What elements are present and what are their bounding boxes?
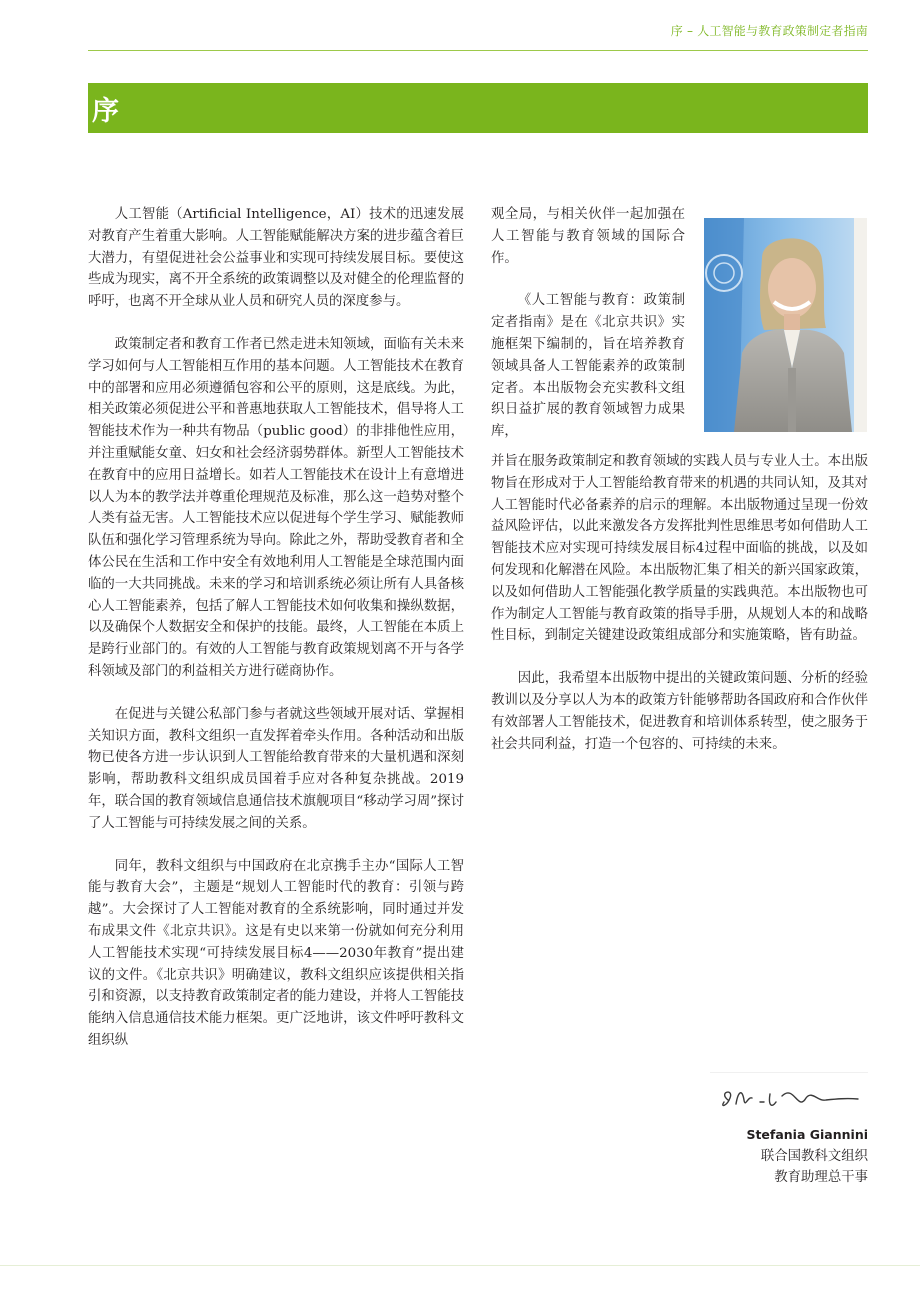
signatory-organization: 联合国教科文组织	[760, 1149, 868, 1164]
portrait-photo	[704, 218, 867, 432]
right-column-continued	[491, 451, 868, 776]
paragraph-4: 同年，教科文组织与中国政府在北京携手主办“国际人工智能与教育大会”，主题是“规划人工智能时代的教育：引领与跨越”。大会探讨了人工智能对教育的全系统影响，同时通过并发布成果文件《北京共识》。这是有史以来第一份就如何充分利用人工智能技术实现“可持续发展目标4——2030年教育”提出建议的文件。《北京共识》明确建议，教科文组织应该提供相关指引和资源，以支持教育政策制定者的能力建设，并将人工智能技能纳入信息通信技术能力框架。更广泛地讲，该文件呼吁教科文组织纵	[88, 858, 464, 1048]
paragraph-6-continued: 并旨在服务政策制定和教育领域的实践人员与专业人士。本出版物旨在形成对于人工智能给教育带来的机遇的共同认知，及其对人工智能时代必备素养的启示的理解。本出版物通过呈现一份效益风险评估，以此来激发各方发挥批判性思维思考如何借助人工智能技术应对实现可持续发展目标4过程中面临的挑战，以及如何发现和化解潜在风险。本出版物汇集了相关的新兴国家政策，以及如何借助人工智能强化教学质量的实践典范。本出版物也可作为制定人工智能与教育政策的指导手册，从规划人本的和战略性目标，到制定关键建设政策组成部分和实施策略，皆有助益。	[491, 454, 868, 644]
left-column	[88, 204, 464, 1073]
signatory-name: Stefania Giannini	[746, 1127, 868, 1142]
paragraph-3: 在促进与关键公私部门参与者就这些领域开展对话、掌握相关知识方面，教科文组织一直发挥着牵头作用。各种活动和出版物已使各方进一步认识到人工智能给教育带来的大量机遇和深刻影响，帮助教科文组织成员国着手应对各种复杂挑战。2019年，联合国的教育领域信息通信技术旗舰项目“移动学习周”探讨了人工智能与可持续发展之间的关系。	[88, 706, 464, 831]
paragraph-1: 人工智能（Artificial Intelligence，AI）技术的迅速发展对教育产生着重大影响。人工智能赋能解决方案的进步蕴含着巨大潜力，有望促进社会公益事业和实现可持续发展目标。要使这些成为现实，离不开全系统的政策调整以及对健全的伦理监督的呼吁，也离不开全球从业人员和研究人员的深度参与。	[88, 207, 464, 310]
signatory-position: 教育助理总干事	[774, 1170, 868, 1185]
handwritten-signature	[708, 1078, 868, 1118]
right-column-top	[491, 204, 685, 464]
paragraph-7: 因此，我希望本出版物中提出的关键政策问题、分析的经验教训以及分享以人为本的政策方针能够帮助各国政府和合作伙伴有效部署人工智能技术，促进教育和培训体系转型，使之服务于社会共同利益，打造一个包容的、可持续的未来。	[491, 671, 868, 752]
paragraph-2: 政策制定者和教育工作者已然走进未知领域，面临有关未来学习如何与人工智能相互作用的基本问题。人工智能技术在教育中的部署和应用必须遵循包容和公平的原则，这是底线。为此，相关政策必须促进公平和普惠地获取人工智能技术，倡导将人工智能技术作为一种共有物品（public good）的非排他性应用，并注重赋能女童、妇女和社会经济弱势群体。新型人工智能技术在教育中的应用日益增长。如若人工智能技术在设计上有意增进以人为本的教学法并尊重伦理规范及标准，那么这一趋势对整个人类有益无害。人工智能技术应以促进每个学生学习、赋能教师队伍和强化学习管理系统为导向。除此之外，帮助受教育者和全体公民在生活和工作中安全有效地利用人工智能是全球范围内面临的一大共同挑战。未来的学习和培训系统必须让所有人具备核心人工智能素养，包括了解人工智能技术如何收集和操纵数据，以及确保个人数据安全和保护的技能。最终，人工智能在本质上是跨行业部门的。有效的人工智能与教育政策规划离不开与各学科领域及部门的利益相关方进行磋商协作。	[88, 336, 464, 679]
signature-divider	[710, 1072, 868, 1073]
section-title: 序	[92, 96, 119, 127]
footer-divider	[0, 1265, 920, 1266]
header-divider	[88, 50, 868, 51]
section-title-bar	[88, 83, 868, 133]
paragraph-5: 观全局，与相关伙伴一起加强在人工智能与教育领域的国际合作。	[491, 207, 685, 266]
running-header: 序 – 人工智能与教育政策制定者指南	[670, 24, 868, 38]
portrait-image	[704, 218, 867, 432]
paragraph-6: 《人工智能与教育：政策制定者指南》是在《北京共识》实施框架下编制的，旨在培养教育领域具备人工智能素养的政策制定者。本出版物会充实教科文组织日益扩展的教育领域智力成果库，	[491, 293, 685, 440]
